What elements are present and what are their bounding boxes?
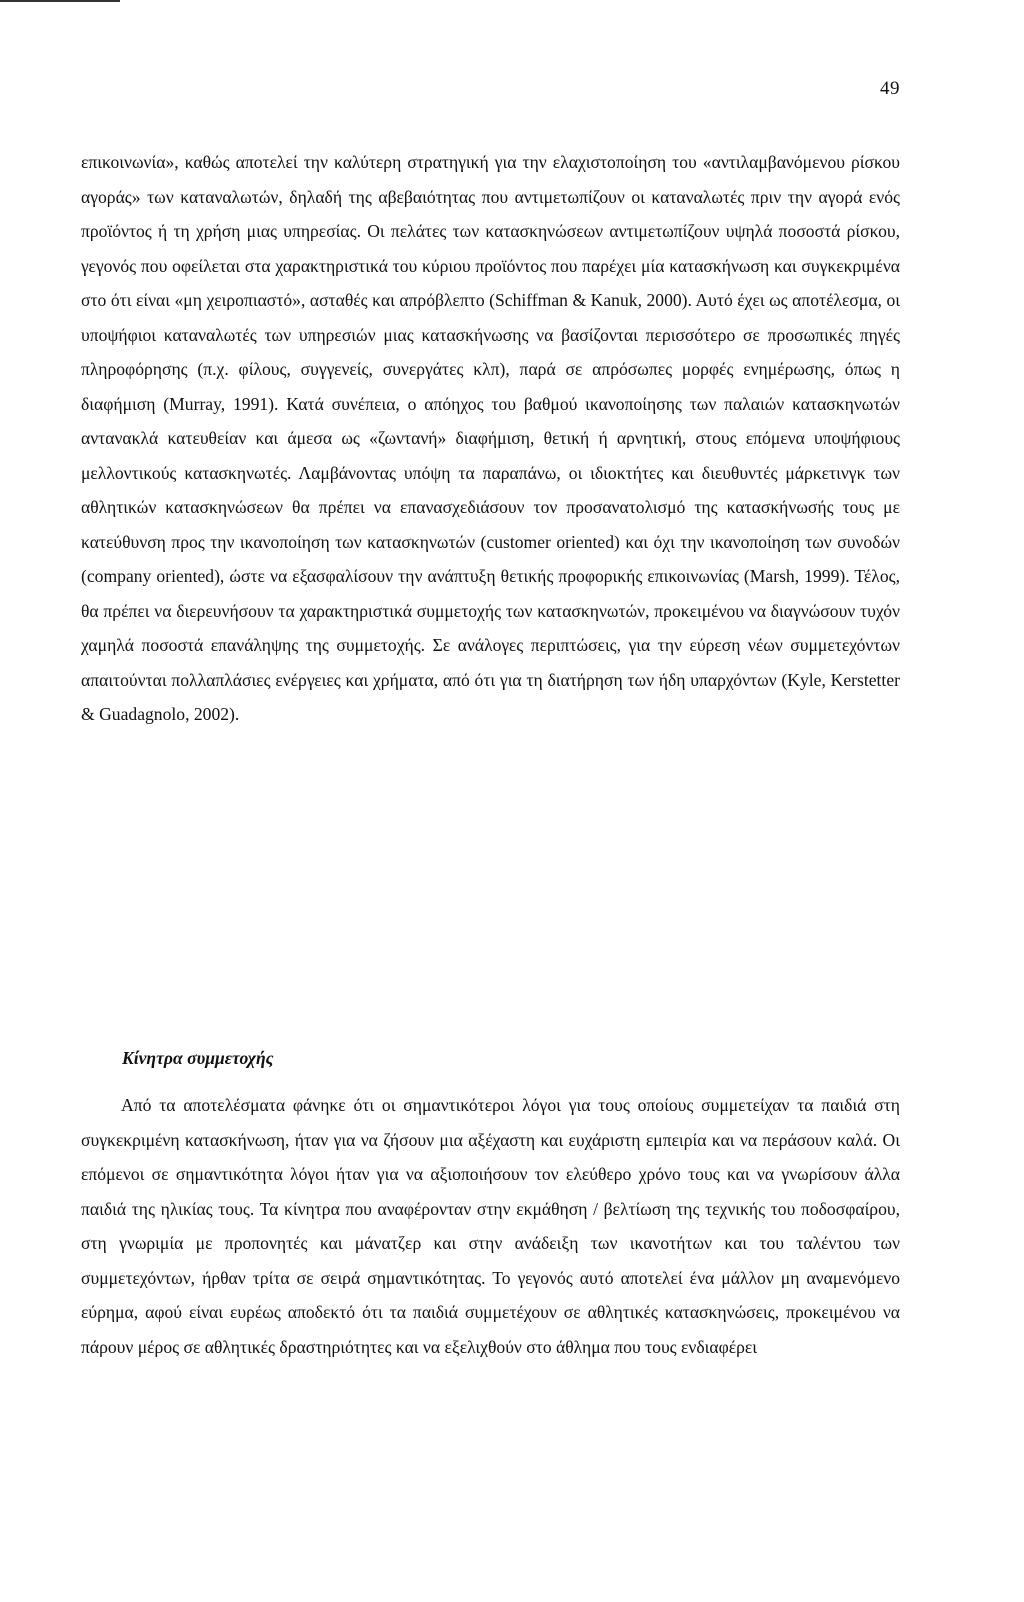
body-paragraph-2: Από τα αποτελέσματα φάνηκε ότι οι σημαντικότεροι λόγοι για τους οποίους συμμετείχαν τα παιδιά στη συγκεκριμένη κατασκήνωση, ήταν για να ζήσουν μια αξέχαστη και ευχάριστη εμπειρία και να περάσουν καλά. Οι επόμενοι σε σημαντικότητα λόγοι ήταν για να αξιοποιήσουν τον ελεύθερο χρόνο τους και να γνωρίσουν άλλα παιδιά της ηλικίας τους. Τα κίνητρα που αναφέρονταν στην εκμάθηση / βελτίωση της τεχνικής του ποδοσφαίρου, στη γνωριμία με προπονητές και μάνατζερ και στην ανάδειξη των ικανοτήτων και του ταλέντου των συμμετεχόντων, ήρθαν τρίτα σε σειρά σημαντικότητας. Το γεγονός αυτό αποτελεί ένα μάλλον μη αναμενόμενο εύρημα, αφού είναι ευρέως αποδεκτό ότι τα παιδιά συμμετέχουν σε αθλητικές κατασκηνώσεις, προκειμένου να πάρουν μέρος σε αθλητικές δραστηριότητες και να εξελιχθούν στο άθλημα που τους ενδιαφέρει	[81, 1095, 900, 1357]
section-heading: Κίνητρα συμμετοχής	[122, 1048, 274, 1068]
top-rule-divider	[0, 0, 120, 2]
page-number: 49	[880, 78, 900, 99]
body-paragraph-1: επικοινωνία», καθώς αποτελεί την καλύτερη στρατηγική για την ελαχιστοποίηση του «αντιλαμβανόμενου ρίσκου αγοράς» των καταναλωτών, δηλαδή της αβεβαιότητας που αντιμετωπίζουν οι καταναλωτές πριν την αγορά ενός προϊόντος ή τη χρήση μιας υπηρεσίας. Οι πελάτες των κατασκηνώσεων αντιμετωπίζουν υψηλά ποσοστά ρίσκου, γεγονός που οφείλεται στα χαρακτηριστικά του κύριου προϊόντος που παρέχει μία κατασκήνωση και συγκεκριμένα στο ότι είναι «μη χειροπιαστό», ασταθές και απρόβλεπτο (Schiffman & Kanuk, 2000). Αυτό έχει ως αποτέλεσμα, οι υποψήφιοι καταναλωτές των υπηρεσιών μιας κατασκήνωσης να βασίζονται περισσότερο σε προσωπικές πηγές πληροφόρησης (π.χ. φίλους, συγγενείς, συνεργάτες κλπ), παρά σε απρόσωπες μορφές ενημέρωσης, όπως η διαφήμιση (Murray, 1991). Κατά συνέπεια, ο απόηχος του βαθμού ικανοποίησης των παλαιών κατασκηνωτών αντανακλά κατευθείαν και άμεσα ως «ζωντανή» διαφήμιση, θετική ή αρνητική, στους επόμενα υποψήφιους μελλοντικούς κατασκηνωτές. Λαμβάνοντας υπόψη τα παραπάνω, οι ιδιοκτήτες και διευθυντές μάρκετινγκ των αθλητικών κατασκηνώσεων θα πρέπει να επανασχεδιάσουν τον προσανατολισμό της κατασκήνωσής τους με κατεύθυνση προς την ικανοποίηση των κατασκηνωτών (customer oriented) και όχι την ικανοποίηση των συνοδών (company oriented), ώστε να εξασφαλίσουν την ανάπτυξη θετικής προφορικής επικοινωνίας (Marsh, 1999). Τέλος, θα πρέπει να διερευνήσουν τα χαρακτηριστικά συμμετοχής των κατασκηνωτών, προκειμένου να διαγνώσουν τυχόν χαμηλά ποσοστά επανάληψης της συμμετοχής. Σε ανάλογες περιπτώσεις, για την εύρεση νέων συμμετεχόντων απαιτούνται πολλαπλάσιες ενέργειες και χρήματα, από ότι για τη διατήρηση των ήδη υπαρχόντων (Kyle, Kerstetter & Guadagnolo, 2002).	[81, 152, 900, 724]
